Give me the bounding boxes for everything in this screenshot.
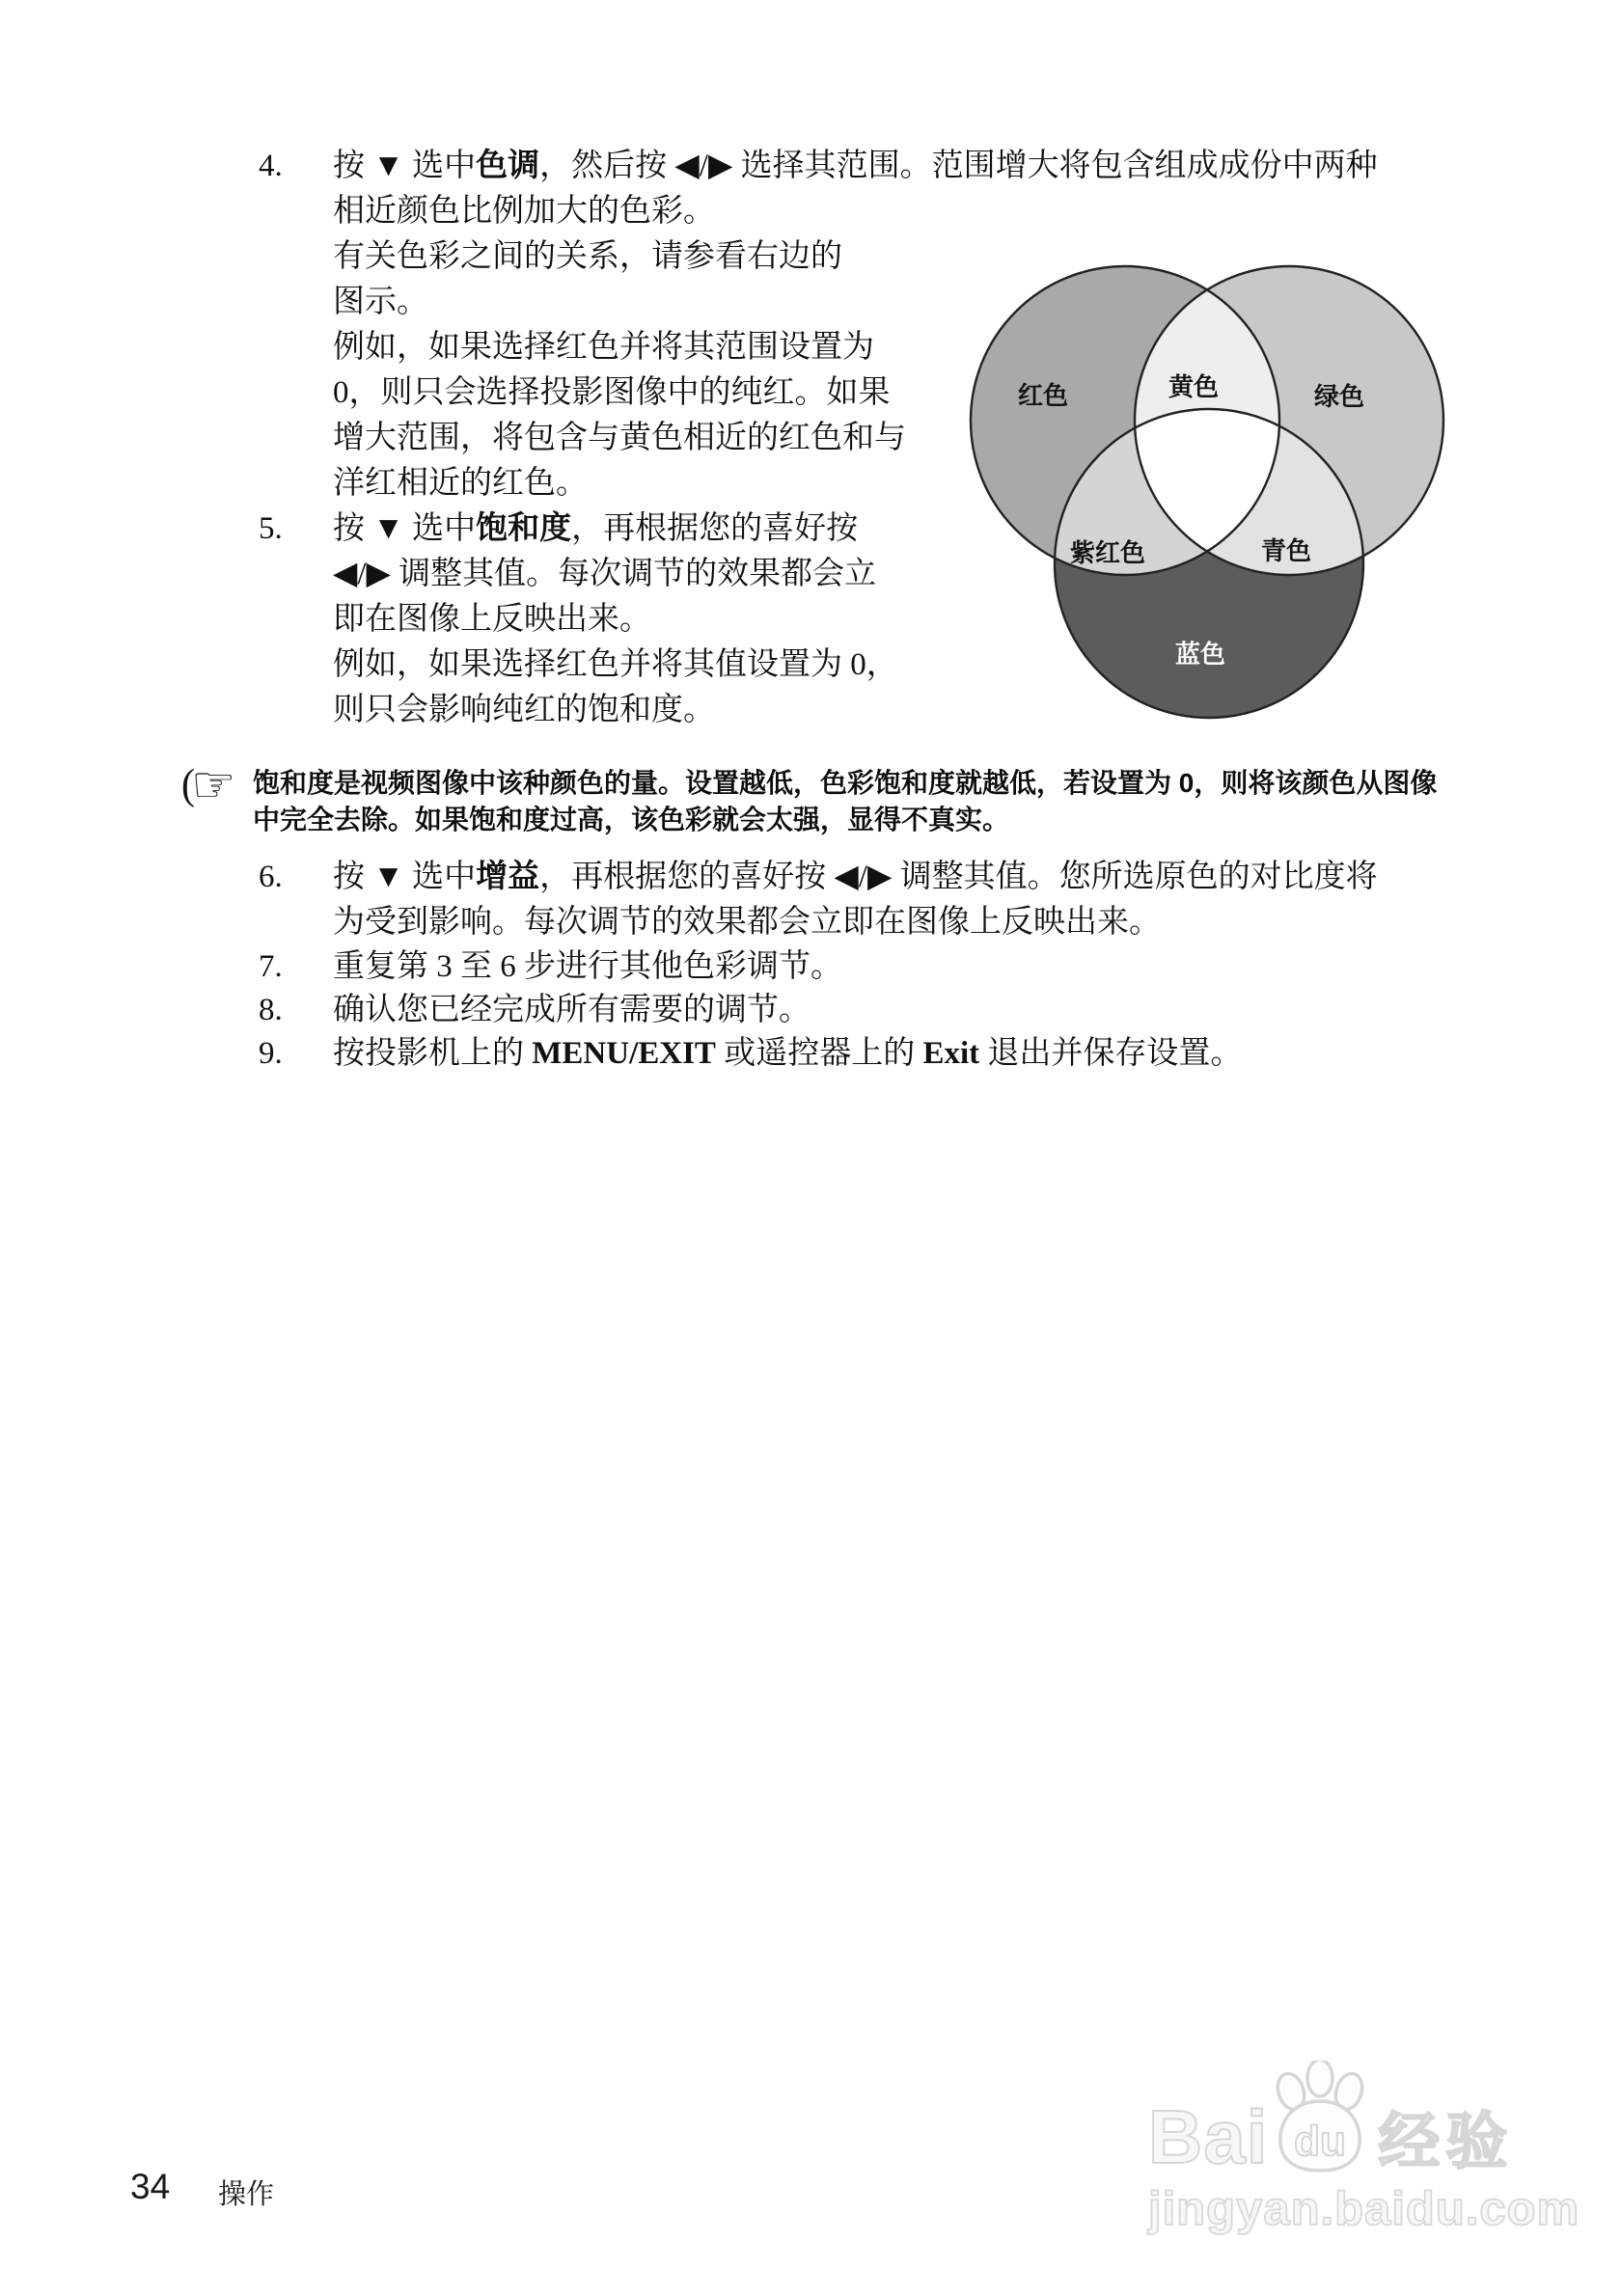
hand-cuff-glyph: ( (181, 761, 195, 809)
red-label: 红色 (1017, 381, 1069, 410)
pointing-hand-icon (181, 756, 236, 814)
step5-line1: 按 ▼ 选中饱和度，再根据您的喜好按 (333, 511, 859, 546)
step5-line5: 则只会影响纯红的饱和度。 (333, 693, 715, 727)
note-line1: 饱和度是视频图像中该种颜色的量。设置越低，色彩饱和度就越低，若设置为 0，则将该颜色从图像 (253, 768, 1438, 798)
blue-label: 蓝色 (1174, 640, 1226, 669)
step4-line1: 按 ▼ 选中色调，然后按 ◀/▶ 选择其范围。范围增大将包含组成成份中两种 (333, 149, 1378, 183)
watermark-brand-latin: Bai (1148, 2094, 1269, 2179)
magenta-label: 紫红色 (1069, 538, 1146, 567)
step6-line2: 为受到影响。每次调节的效果都会立即在图像上反映出来。 (333, 905, 1161, 940)
watermark-brand-row (1148, 2061, 1553, 2179)
step4-line7: 增大范围，将包含与黄色相近的红色和与 (333, 421, 906, 455)
baidu-jingyan-watermark (1148, 2061, 1580, 2235)
step4-line4: 图示。 (333, 285, 428, 319)
cyan-label: 青色 (1260, 536, 1312, 565)
step7-number: 7. (259, 949, 283, 984)
step6-line1: 按 ▼ 选中增益，再根据您的喜好按 ◀/▶ 调整其值。您所选原色的对比度将 (333, 860, 1378, 894)
step9-number: 9. (259, 1036, 283, 1071)
step5-number: 5. (259, 511, 283, 546)
baidu-paw-icon (1262, 2061, 1380, 2176)
watermark-brand-du: du (1294, 2118, 1347, 2165)
yellow-label: 黄色 (1168, 372, 1220, 401)
step5-line4: 例如，如果选择红色并将其值设置为 0， (333, 647, 898, 682)
color-venn-diagram (965, 257, 1447, 727)
footer-section-title: 操作 (218, 2179, 275, 2210)
page-number: 34 (130, 2167, 171, 2206)
step4-line8: 洋红相近的红色。 (333, 466, 588, 501)
watermark-brand-cn: 经验 (1378, 2106, 1514, 2176)
step4-number: 4. (259, 149, 283, 183)
step5-line2: ◀/▶ 调整其值。每次调节的效果都会立 (333, 557, 877, 591)
step8-text: 确认您已经完成所有需要的调节。 (333, 993, 810, 1027)
step6-number: 6. (259, 860, 283, 894)
hand-glyph: ☞ (191, 756, 236, 814)
step4-line2: 相近颜色比例加大的色彩。 (333, 194, 715, 229)
step4-line6: 0，则只会选择投影图像中的纯红。如果 (333, 375, 891, 410)
step4-line3: 有关色彩之间的关系，请参看右边的 (333, 239, 842, 274)
step5-line3: 即在图像上反映出来。 (333, 602, 651, 637)
step8-number: 8. (259, 993, 283, 1027)
green-label: 绿色 (1313, 382, 1365, 411)
watermark-url: jingyan.baidu.com (1148, 2183, 1580, 2235)
note-line2: 中完全去除。如果饱和度过高，该色彩就会太强，显得不真实。 (253, 805, 1010, 834)
step7-text: 重复第 3 至 6 步进行其他色彩调节。 (333, 949, 842, 984)
step9-text: 按投影机上的 MENU/EXIT 或遥控器上的 Exit 退出并保存设置。 (333, 1036, 1243, 1071)
step4-line5: 例如，如果选择红色并将其范围设置为 (333, 330, 874, 365)
